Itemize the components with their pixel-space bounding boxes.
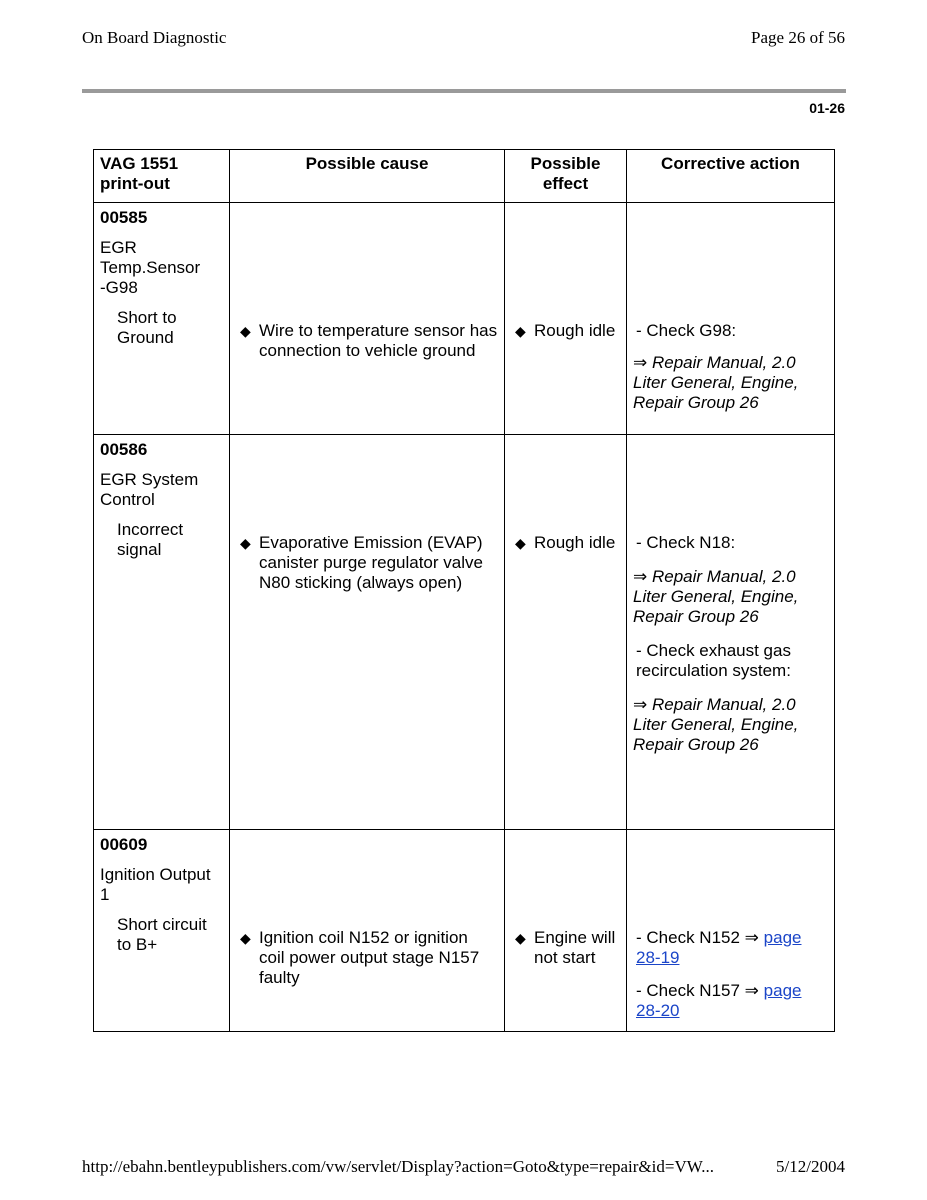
double-arrow-right-icon: ⇒ (633, 353, 648, 372)
double-arrow-right-icon: ⇒ (744, 928, 759, 947)
page-link[interactable]: page 28-19 (636, 928, 802, 967)
effect-cell (505, 203, 627, 435)
list-item: ◆ Rough idle (515, 533, 616, 552)
action-cell (627, 435, 835, 830)
repair-manual-reference: ⇒ Repair Manual, 2.0 Liter General, Engine, Repair Group 26 (633, 353, 799, 412)
repair-manual-reference: ⇒ Repair Manual, 2.0 Liter General, Engine, Repair Group 26 (633, 567, 799, 626)
column-header-cause: Possible cause (230, 150, 505, 203)
cause-cell (230, 435, 505, 830)
table-header-row (94, 150, 835, 203)
fault-code: 00585 (100, 208, 148, 227)
list-item: ◆ Rough idle (515, 321, 616, 340)
column-header-action: Corrective action (627, 150, 835, 203)
check-step: - Check N152 ⇒ page 28-19 (636, 928, 802, 967)
fault-code: 00586 (100, 440, 148, 459)
diamond-bullet-icon: ◆ (240, 535, 251, 551)
double-arrow-right-icon: ⇒ (744, 981, 759, 1000)
page-number: Page 26 of 56 (751, 28, 845, 47)
list-item: ◆ Evaporative Emission (EVAP) canister purge regulator valve N80 sticking (always open) (240, 533, 483, 592)
fault-component: EGR Temp.Sensor -G98 (100, 238, 201, 297)
fault-component: EGR System Control (100, 470, 199, 509)
table-row (94, 830, 835, 1032)
table-row (94, 435, 835, 830)
list-item: ◆ Wire to temperature sensor has connection to vehicle ground (240, 321, 498, 360)
printout-cell (94, 203, 230, 435)
fault-condition: Short to Ground (117, 308, 177, 347)
fault-condition: Incorrect signal (117, 520, 184, 559)
fault-component: Ignition Output 1 (100, 865, 211, 904)
column-header-printout: VAG 1551 print-out (94, 150, 230, 203)
header-divider (82, 89, 846, 93)
document-title: On Board Diagnostic (82, 28, 227, 47)
check-step: - Check N18: (636, 533, 736, 552)
section-page-code: 01-26 (809, 100, 845, 116)
diamond-bullet-icon: ◆ (515, 930, 526, 946)
diagnostic-table (93, 149, 835, 1032)
page-link[interactable]: page 28-20 (636, 981, 802, 1020)
check-step: - Check N157 ⇒ page 28-20 (636, 981, 802, 1020)
list-item: ◆ Engine will not start (515, 928, 616, 967)
repair-manual-reference: ⇒ Repair Manual, 2.0 Liter General, Engine, Repair Group 26 (633, 695, 799, 754)
list-item: ◆ Ignition coil N152 or ignition coil power output stage N157 faulty (240, 928, 480, 987)
check-step: - Check exhaust gas recirculation system: (636, 641, 791, 680)
double-arrow-right-icon: ⇒ (633, 695, 648, 714)
effect-cell (505, 435, 627, 830)
check-step: - Check G98: (636, 321, 737, 340)
column-header-effect: Possible effect (505, 150, 627, 203)
table-row (94, 203, 835, 435)
source-url: http://ebahn.bentleypublishers.com/vw/servlet/Display?action=Goto&type=repair&id=VW... (82, 1157, 714, 1176)
diamond-bullet-icon: ◆ (240, 323, 251, 339)
double-arrow-right-icon: ⇒ (633, 567, 648, 586)
diamond-bullet-icon: ◆ (240, 930, 251, 946)
effect-cell (505, 830, 627, 1032)
diamond-bullet-icon: ◆ (515, 535, 526, 551)
action-cell (627, 203, 835, 435)
cause-cell (230, 830, 505, 1032)
printout-cell (94, 830, 230, 1032)
printout-cell (94, 435, 230, 830)
print-date: 5/12/2004 (776, 1157, 845, 1176)
cause-cell (230, 203, 505, 435)
diamond-bullet-icon: ◆ (515, 323, 526, 339)
fault-condition: Short circuit to B+ (117, 915, 207, 954)
action-cell (627, 830, 835, 1032)
fault-code: 00609 (100, 835, 148, 854)
